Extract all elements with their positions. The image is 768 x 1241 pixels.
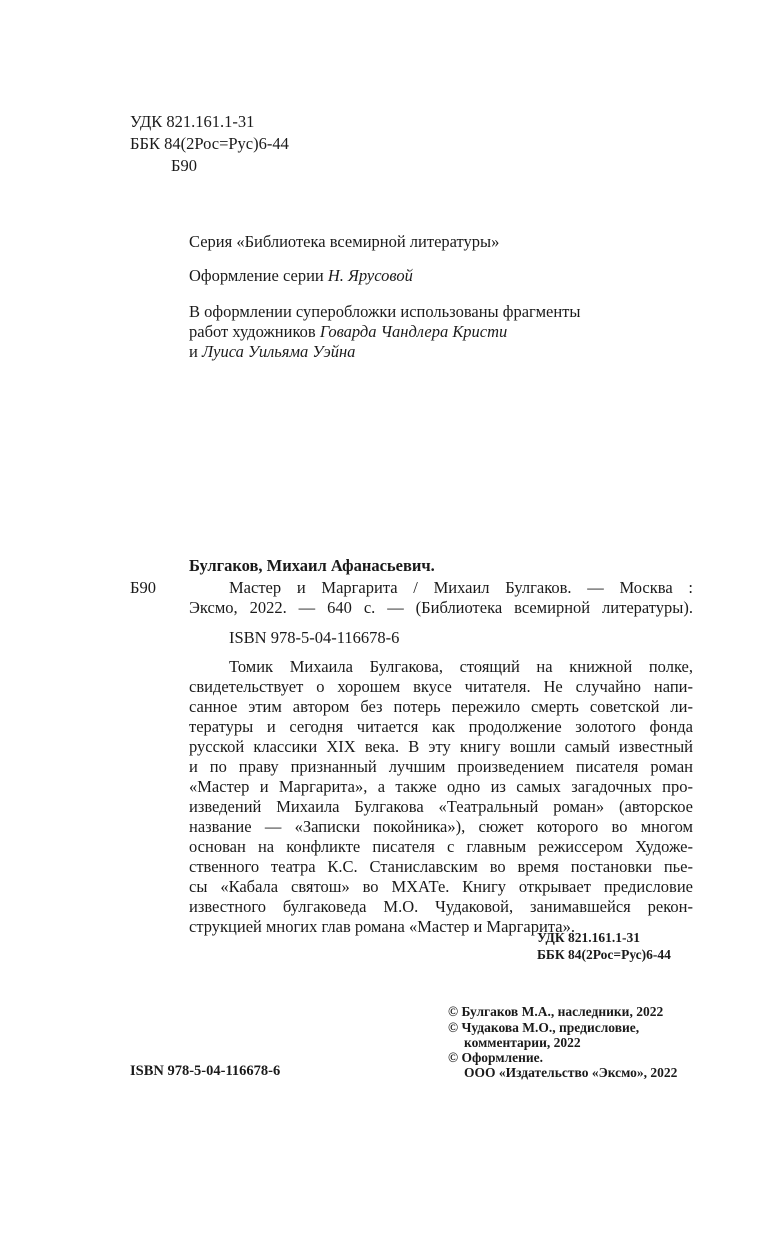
annotation-line: изведений Михаила Булгакова «Театральный роман» (авторское	[189, 797, 693, 816]
copyright-line: комментарии, 2022	[464, 1035, 581, 1050]
cover-credit-line1: В оформлении суперобложки использованы фрагменты	[189, 302, 581, 321]
bib-line: Эксмо, 2022. — 640 с. — (Библиотека всемирной литературы).	[189, 598, 693, 617]
annotation-line: известного булгаковеда М.О. Чудаковой, занимавшейся рекон-	[189, 897, 693, 916]
annotation-line: «Мастер и Маргарита», а также одно из самых загадочных про-	[189, 777, 693, 796]
cover-line2-prefix: работ художников	[189, 322, 320, 341]
copyright-line: © Оформление.	[448, 1050, 544, 1065]
annotation-line: санное этим автором без потерь пережило смерть советской ли-	[189, 697, 693, 716]
annotation-line: сы «Кабала святош» во МХАТе. Книгу открывает предисловие	[189, 877, 693, 896]
isbn-entry: ISBN 978-5-04-116678-6	[229, 628, 400, 647]
annotation-line: основан на конфликте писателя с главным режиссером Художе-	[189, 837, 693, 856]
cover-artist1: Говарда Чандлера Кристи	[319, 322, 508, 341]
copyright-line: ООО «Издательство «Эксмо», 2022	[464, 1065, 678, 1080]
author-heading: Булгаков, Михаил Афанасьевич.	[189, 556, 435, 575]
bottom-udk-code: УДК 821.161.1-31	[537, 930, 640, 945]
cover-credit-line3	[189, 342, 355, 362]
design-name: Н. Ярусовой	[327, 266, 413, 285]
design-credit	[189, 266, 413, 286]
annotation-line: Томик Михаила Булгакова, стоящий на книжной полке,	[229, 657, 693, 676]
design-prefix: Оформление серии	[189, 266, 328, 285]
annotation-line: русской классики XIX века. В эту книгу вошли самый известный	[189, 737, 693, 756]
cover-line3-prefix: и	[189, 342, 202, 361]
side-author-mark: Б90	[130, 578, 156, 597]
annotation-line: тературы и сегодня читается как продолжение золотого фонда	[189, 717, 693, 736]
annotation-line: и по праву признанный лучшим произведением писателя роман	[189, 757, 693, 776]
annotation-line: название — «Записки покойника»), сюжет которого во многом	[189, 817, 693, 836]
annotation-line: ственного театра К.С. Станиславским во время постановки пье-	[189, 857, 693, 876]
copyright-line: © Чудакова М.О., предисловие,	[448, 1020, 640, 1035]
annotation-line: свидетельствует о хорошем вкусе читателя. Не случайно напи-	[189, 677, 693, 696]
udk-code: УДК 821.161.1-31	[130, 112, 255, 131]
author-mark: Б90	[171, 156, 197, 175]
copyright-line: © Булгаков М.А., наследники, 2022	[448, 1004, 664, 1019]
bib-description	[189, 578, 693, 618]
annotation-line: струкцией многих глав романа «Мастер и Маргарита».	[189, 917, 575, 936]
cover-credit-line2	[189, 322, 507, 342]
series-line: Серия «Библиотека всемирной литературы»	[189, 232, 500, 251]
annotation	[189, 657, 693, 937]
bib-line: Мастер и Маргарита / Михаил Булгаков. — Москва :	[229, 578, 693, 597]
bottom-bbk-code: ББК 84(2Рос=Рус)6-44	[537, 947, 671, 962]
isbn-bottom: ISBN 978-5-04-116678-6	[130, 1063, 281, 1079]
bbk-code: ББК 84(2Рос=Рус)6-44	[130, 134, 289, 153]
cover-artist2: Луиса Уильяма Уэйна	[201, 342, 356, 361]
